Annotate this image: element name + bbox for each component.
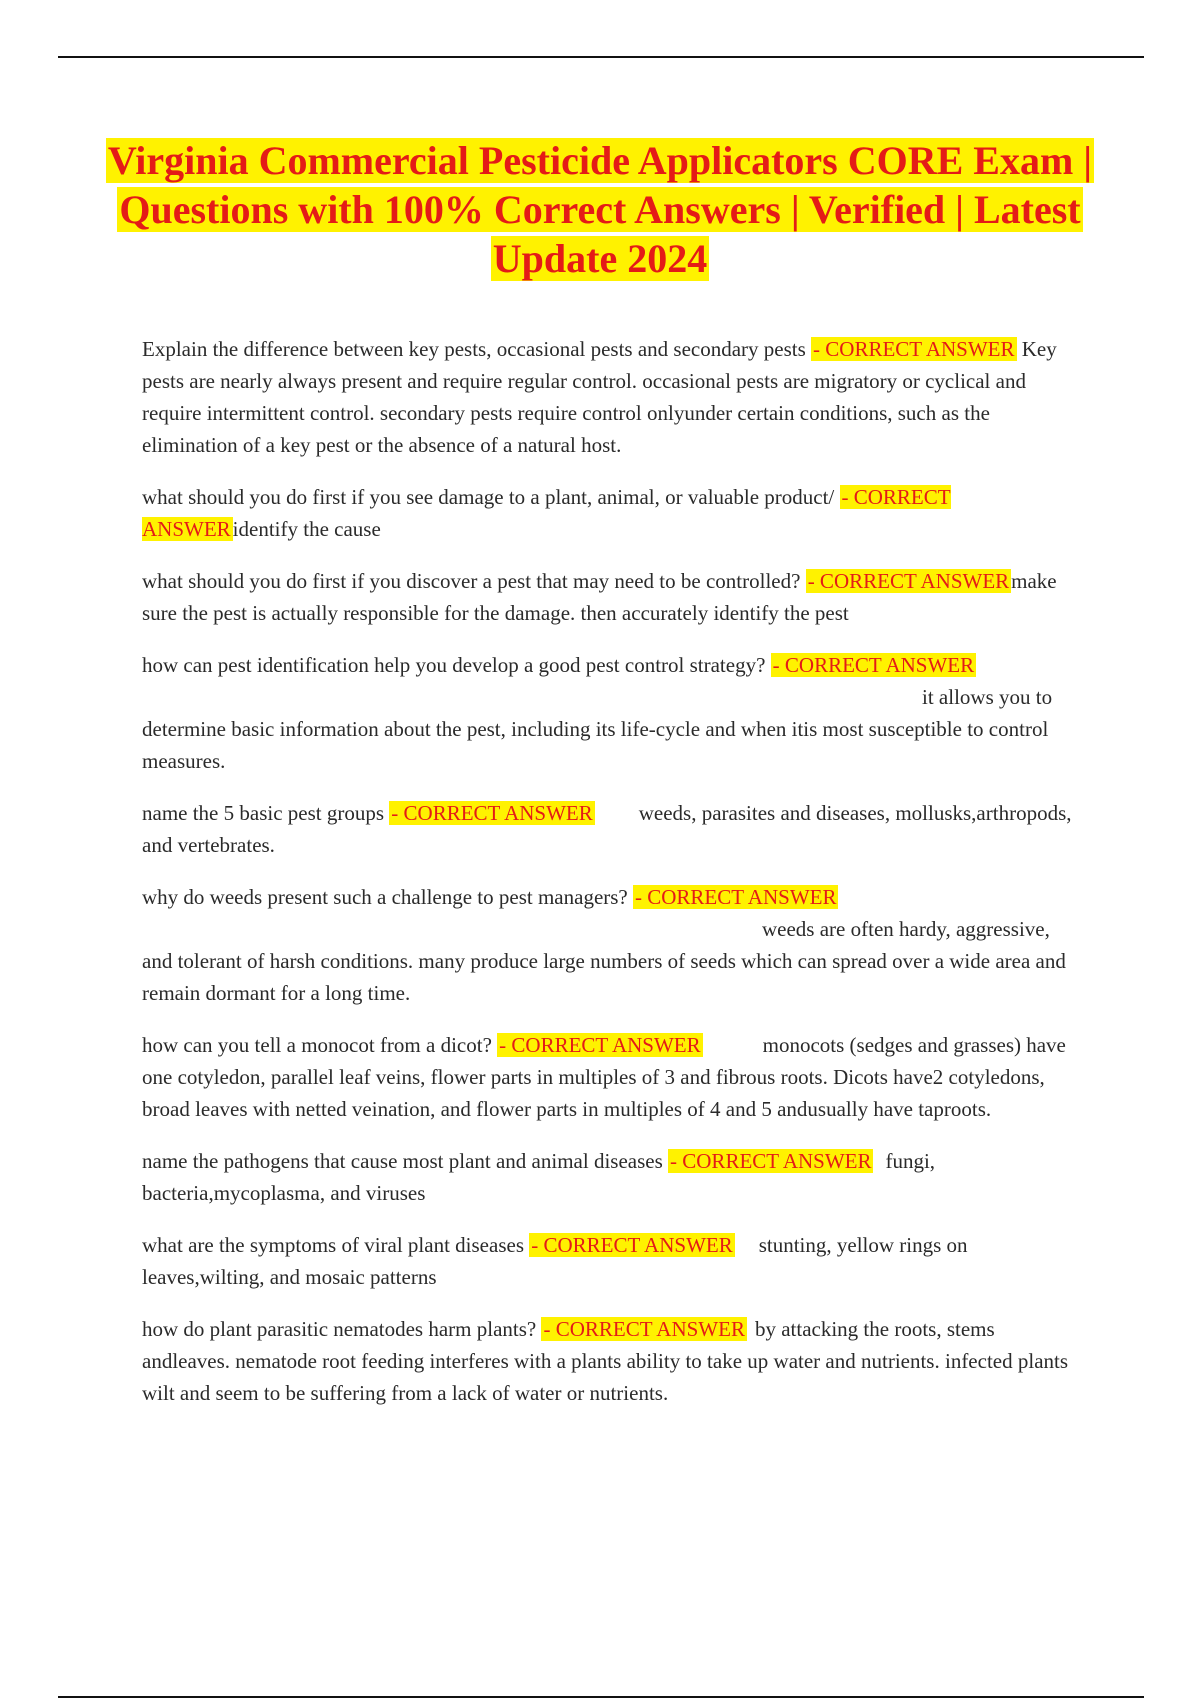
qa-item bbox=[142, 1145, 1080, 1209]
correct-answer-tag: - CORRECT ANSWER bbox=[670, 1149, 872, 1173]
qa-item bbox=[142, 797, 1080, 861]
qa-item bbox=[142, 649, 1080, 777]
top-rule bbox=[58, 56, 1144, 58]
qa-item bbox=[142, 333, 1080, 461]
correct-answer-tag: - CORRECT ANSWER bbox=[543, 1317, 745, 1341]
correct-answer-tag: - CORRECT ANSWER bbox=[142, 485, 951, 541]
question-text: name the pathogens that cause most plant and animal diseases bbox=[142, 1149, 663, 1173]
qa-item bbox=[142, 1229, 1080, 1293]
qa-item bbox=[142, 1029, 1080, 1125]
answer-text: weeds are often hardy, aggressive, and tolerant of harsh conditions. many produce large numbers of seeds which can spread over a wide area and remain dormant for a long time. bbox=[142, 917, 1066, 1005]
question-text: Explain the difference between key pests, occasional pests and secondary pests bbox=[142, 337, 806, 361]
question-text: name the 5 basic pest groups bbox=[142, 801, 385, 825]
question-text: why do weeds present such a challenge to pest managers? bbox=[142, 885, 628, 909]
answer-text: by attacking the roots, stems andleaves. nematode root feeding interferes with a plants ability to take up water and nutrients. infected plants wilt and seem to be suffering from a lack of water or nutrients. bbox=[142, 1317, 1069, 1405]
correct-answer-tag: - CORRECT ANSWER bbox=[499, 1033, 701, 1057]
question-text: what should you do first if you see damage to a plant, animal, or valuable product/ bbox=[142, 485, 835, 509]
qa-item bbox=[142, 1313, 1080, 1409]
question-text: how can pest identification help you develop a good pest control strategy? bbox=[142, 653, 766, 677]
document-title-text: Virginia Commercial Pesticide Applicators CORE Exam | Questions with 100% Correct Answers | Verified | Latest Update 2024 bbox=[107, 138, 1093, 281]
qa-item bbox=[142, 481, 1080, 545]
correct-answer-tag: - CORRECT ANSWER bbox=[531, 1233, 733, 1257]
bottom-rule bbox=[58, 1696, 1144, 1698]
correct-answer-tag: - CORRECT ANSWER bbox=[772, 653, 975, 677]
answer-text: identify the cause bbox=[232, 517, 381, 541]
document-title bbox=[90, 136, 1110, 283]
question-text: what are the symptoms of viral plant diseases bbox=[142, 1233, 524, 1257]
qa-item bbox=[142, 881, 1080, 1009]
answer-text: make sure the pest is actually responsible for the damage. then accurately identify the pest bbox=[142, 569, 1057, 625]
qa-item bbox=[142, 565, 1080, 629]
question-text: how do plant parasitic nematodes harm plants? bbox=[142, 1317, 537, 1341]
answer-text: monocots (sedges and grasses) have one cotyledon, parallel leaf veins, flower parts in multiples of 3 and fibrous roots. Dicots have2 cotyledons, broad leaves with netted veination, and flower parts in multiples of 4 and 5 andusually have taproots. bbox=[142, 1033, 1066, 1121]
answer-text: fungi, bacteria,mycoplasma, and viruses bbox=[142, 1149, 936, 1205]
question-text: what should you do first if you discover a pest that may need to be controlled? bbox=[142, 569, 801, 593]
question-text: how can you tell a monocot from a dicot? bbox=[142, 1033, 492, 1057]
correct-answer-tag: - CORRECT ANSWER bbox=[391, 801, 593, 825]
correct-answer-tag: - CORRECT ANSWER bbox=[635, 885, 837, 909]
answer-text: it allows you to determine basic information about the pest, including its life-cycle and when itis most susceptible to control measures. bbox=[142, 685, 1053, 773]
answer-text: stunting, yellow rings on leaves,wilting, and mosaic patterns bbox=[142, 1233, 968, 1289]
answer-text: weeds, parasites and diseases, mollusks,arthropods, and vertebrates. bbox=[142, 801, 1072, 857]
answer-text: Key pests are nearly always present and require regular control. occasional pests are migratory or cyclical and require intermittent control. secondary pests require control onlyunder certain conditions, such as the elimination of a key pest or the absence of a natural host. bbox=[142, 337, 1057, 457]
qa-list bbox=[142, 333, 1080, 1429]
correct-answer-tag: - CORRECT ANSWER bbox=[807, 569, 1010, 593]
correct-answer-tag: - CORRECT ANSWER bbox=[813, 337, 1015, 361]
